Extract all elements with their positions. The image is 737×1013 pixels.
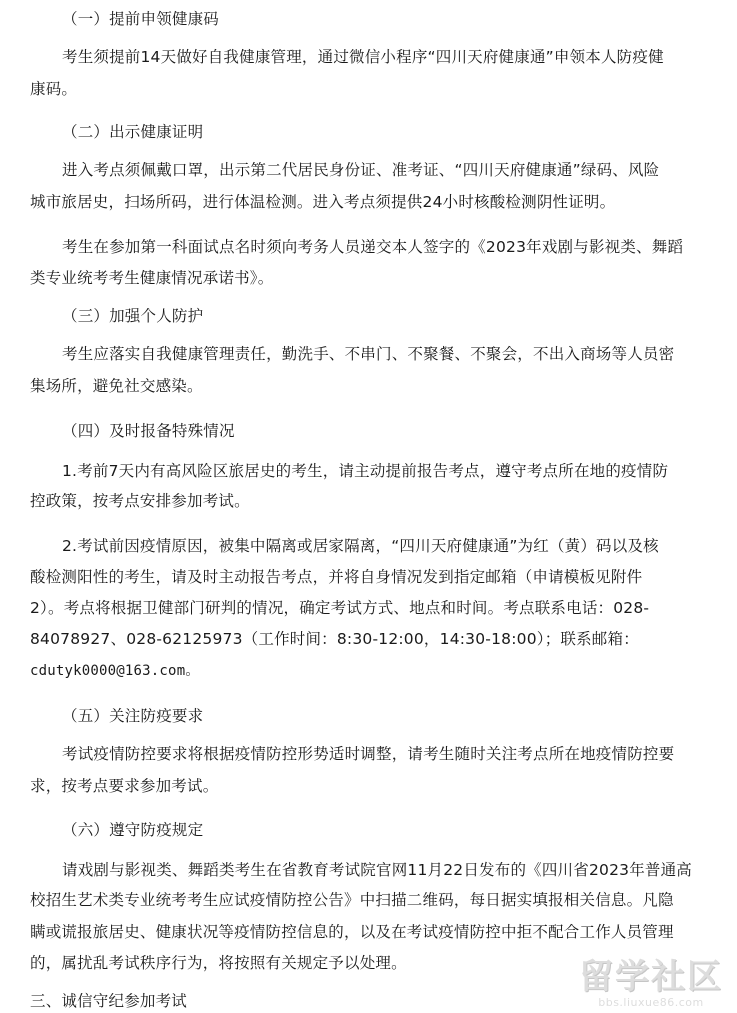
- section-heading-2: （二）出示健康证明: [62, 123, 204, 141]
- paragraph-line: 求，按考点要求参加考试。: [30, 777, 219, 795]
- paragraph-line: 2.考试前因疫情原因，被集中隔离或居家隔离，“四川天府健康通”为红（黄）码以及核: [62, 537, 659, 555]
- paragraph-line: 瞒或谎报旅居史、健康状况等疫情防控信息的，以及在考试疫情防控中拒不配合工作人员管理: [30, 923, 674, 941]
- site-watermark: [579, 958, 723, 1009]
- paragraph-line: 考生应落实自我健康管理责任，勤洗手、不串门、不聚餐、不聚会，不出入商场等人员密: [62, 345, 675, 363]
- paragraph-line: 康码。: [30, 80, 78, 98]
- paragraph-line: 进入考点须佩戴口罩，出示第二代居民身份证、准考证、“四川天府健康通”绿码、风险: [62, 161, 660, 179]
- paragraph-line: 考试疫情防控要求将根据疫情防控形势适时调整，请考生随时关注考点所在地疫情防控要: [62, 745, 675, 763]
- contact-email: cdutyk0000@163.com。: [30, 663, 200, 679]
- paragraph-line: 城市旅居史，扫场所码，进行体温检测。进入考点须提供24小时核酸检测阴性证明。: [30, 193, 616, 211]
- section-heading-1: （一）提前申领健康码: [62, 10, 220, 28]
- paragraph-line: 考生须提前14天做好自我健康管理，通过微信小程序“四川天府健康通”申领本人防疫健: [62, 48, 664, 66]
- paragraph-line: 请戏剧与影视类、舞蹈类考生在省教育考试院官网11月22日发布的《四川省2023年普通高: [62, 861, 692, 879]
- paragraph-line: 集场所，避免社交感染。: [30, 377, 203, 395]
- section-heading-3: （三）加强个人防护: [62, 307, 204, 325]
- paragraph-line: 校招生艺术类专业统考考生应试疫情防控公告》中扫描二维码，每日据实填报相关信息。凡隐: [30, 891, 674, 909]
- paragraph-line: 考生在参加第一科面试点名时须向考务人员递交本人签字的《2023年戏剧与影视类、舞蹈: [62, 238, 684, 256]
- section-heading-6: （六）遵守防疫规定: [62, 821, 204, 839]
- paragraph-line: 类专业统考考生健康情况承诺书》。: [30, 269, 274, 287]
- paragraph-line: 2）。考点将根据卫健部门研判的情况，确定考试方式、地点和时间。考点联系电话：028-: [30, 599, 650, 617]
- watermark-url: bbs.liuxue86.com: [598, 996, 704, 1009]
- section-heading-main-3: 三、诚信守纪参加考试: [30, 992, 188, 1010]
- paragraph-line: 酸检测阳性的考生，请及时主动报告考点，并将自身情况发到指定邮箱（申请模板见附件: [30, 568, 643, 586]
- section-heading-4: （四）及时报备特殊情况: [62, 422, 235, 440]
- watermark-logo-text: 留学社区: [579, 957, 723, 997]
- paragraph-line: 1.考前7天内有高风险区旅居史的考生，请主动提前报告考点，遵守考点所在地的疫情防: [62, 462, 669, 480]
- paragraph-line: 84078927、028-62125973（工作时间：8:30-12:00，14:30-18:00）；联系邮箱：: [30, 630, 639, 648]
- paragraph-line: 的，属扰乱考试秩序行为，将按照有关规定予以处理。: [30, 954, 407, 972]
- section-heading-5: （五）关注防疫要求: [62, 707, 204, 725]
- paragraph-line: 控政策，按考点安排参加考试。: [30, 492, 250, 510]
